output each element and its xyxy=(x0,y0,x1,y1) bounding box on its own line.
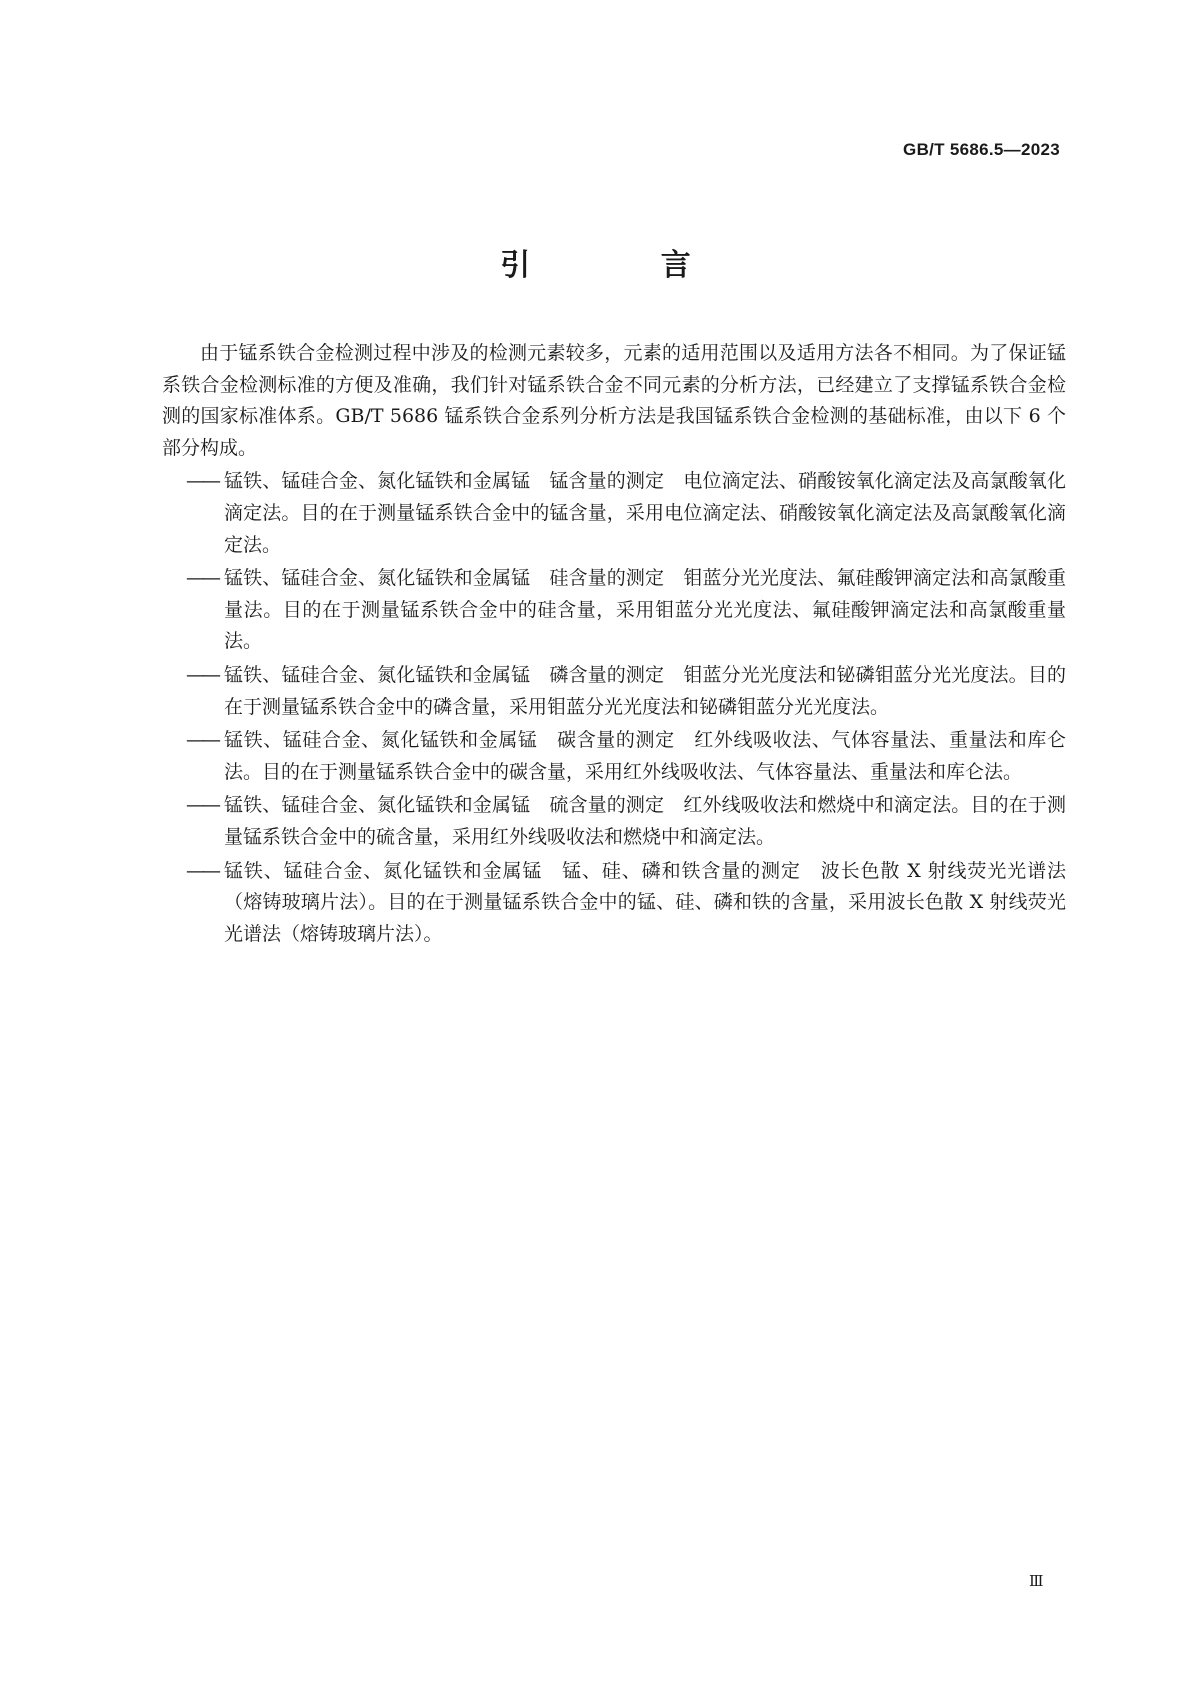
part-element: 磷含量的测定 xyxy=(549,663,665,686)
part-item-4 xyxy=(162,725,1066,788)
part-item-2 xyxy=(162,563,1066,658)
part-subject: 锰铁、锰硅合金、氮化锰铁和金属锰 xyxy=(224,729,538,752)
part-element: 锰含量的测定 xyxy=(549,470,665,493)
part-purpose: 目的在于测量锰系铁合金中的碳含量，采用红外线吸收法、气体容量法、重量法和库仑法。 xyxy=(262,760,1023,783)
bullet-dash: —— xyxy=(186,470,218,493)
bullet-dash: —— xyxy=(186,794,218,817)
part-subject: 锰铁、锰硅合金、氮化锰铁和金属锰 xyxy=(224,663,531,686)
part-element: 锰、硅、磷和铁含量的测定 xyxy=(561,859,801,882)
parts-list xyxy=(162,466,1066,950)
part-subject: 锰铁、锰硅合金、氮化锰铁和金属锰 xyxy=(224,859,543,882)
part-item-6 xyxy=(162,856,1066,951)
part-method: 红外线吸收法、气体容量法、重量法和库仑法。 xyxy=(224,729,1066,783)
part-subject: 锰铁、锰硅合金、氮化锰铁和金属锰 xyxy=(224,567,531,590)
page-title: 引 言 xyxy=(500,248,751,283)
standard-code: GB/T 5686.5—2023 xyxy=(903,140,1060,159)
bullet-dash: —— xyxy=(186,663,218,686)
part-item-1 xyxy=(162,466,1066,561)
bullet-dash: —— xyxy=(186,859,218,882)
part-purpose: 目的在于测量锰系铁合金中的硅含量，采用钼蓝分光光度法、氟硅酸钾滴定法和高氯酸重量法。 xyxy=(224,598,1066,653)
part-purpose: 目的在于测量锰系铁合金中的硫含量，采用红外线吸收法和燃烧中和滴定法。 xyxy=(224,794,1066,848)
page-number: Ⅲ xyxy=(1029,1572,1044,1590)
part-element: 硫含量的测定 xyxy=(549,794,665,817)
part-item-3 xyxy=(162,660,1066,723)
part-subject: 锰铁、锰硅合金、氮化锰铁和金属锰 xyxy=(224,794,531,817)
part-element: 碳含量的测定 xyxy=(556,729,675,752)
intro-paragraph: 由于锰系铁合金检测过程中涉及的检测元素较多，元素的适用范围以及适用方法各不相同。为了保证锰系铁合金检测标准的方便及准确，我们针对锰系铁合金不同元素的分析方法，已经建立了支撑锰系铁合金检测的国家标准体系。GB/T 5686 锰系铁合金系列分析方法是我国锰系铁合金检测的基础标准，由以下 6 个部分构成。 xyxy=(162,342,1066,459)
part-method: 钼蓝分光光度法和铋磷钼蓝分光光度法。 xyxy=(683,663,1028,686)
part-item-5 xyxy=(162,790,1066,853)
part-method: 红外线吸收法和燃烧中和滴定法。 xyxy=(683,794,971,817)
part-purpose: 目的在于测量锰系铁合金中的锰、硅、磷和铁的含量，采用波长色散 X 射线荧光光谱法（熔铸玻璃片法）。 xyxy=(224,891,1066,945)
bullet-dash: —— xyxy=(186,567,218,590)
part-purpose: 目的在于测量锰系铁合金中的磷含量，采用钼蓝分光光度法和铋磷钼蓝分光光度法。 xyxy=(224,663,1066,718)
part-method: 电位滴定法、硝酸铵氧化滴定法及高氯酸氧化滴定法。 xyxy=(224,470,1066,524)
part-element: 硅含量的测定 xyxy=(549,567,665,590)
part-method: 钼蓝分光光度法、氟硅酸钾滴定法和高氯酸重量法。 xyxy=(224,567,1066,621)
bullet-dash: —— xyxy=(186,729,218,752)
part-method: 波长色散 X 射线荧光光谱法（熔铸玻璃片法）。 xyxy=(224,859,1066,914)
part-subject: 锰铁、锰硅合金、氮化锰铁和金属锰 xyxy=(224,470,531,493)
part-purpose: 目的在于测量锰系铁合金中的锰含量，采用电位滴定法、硝酸铵氧化滴定法及高氯酸氧化滴定法。 xyxy=(224,501,1066,556)
document-body xyxy=(162,338,1066,950)
